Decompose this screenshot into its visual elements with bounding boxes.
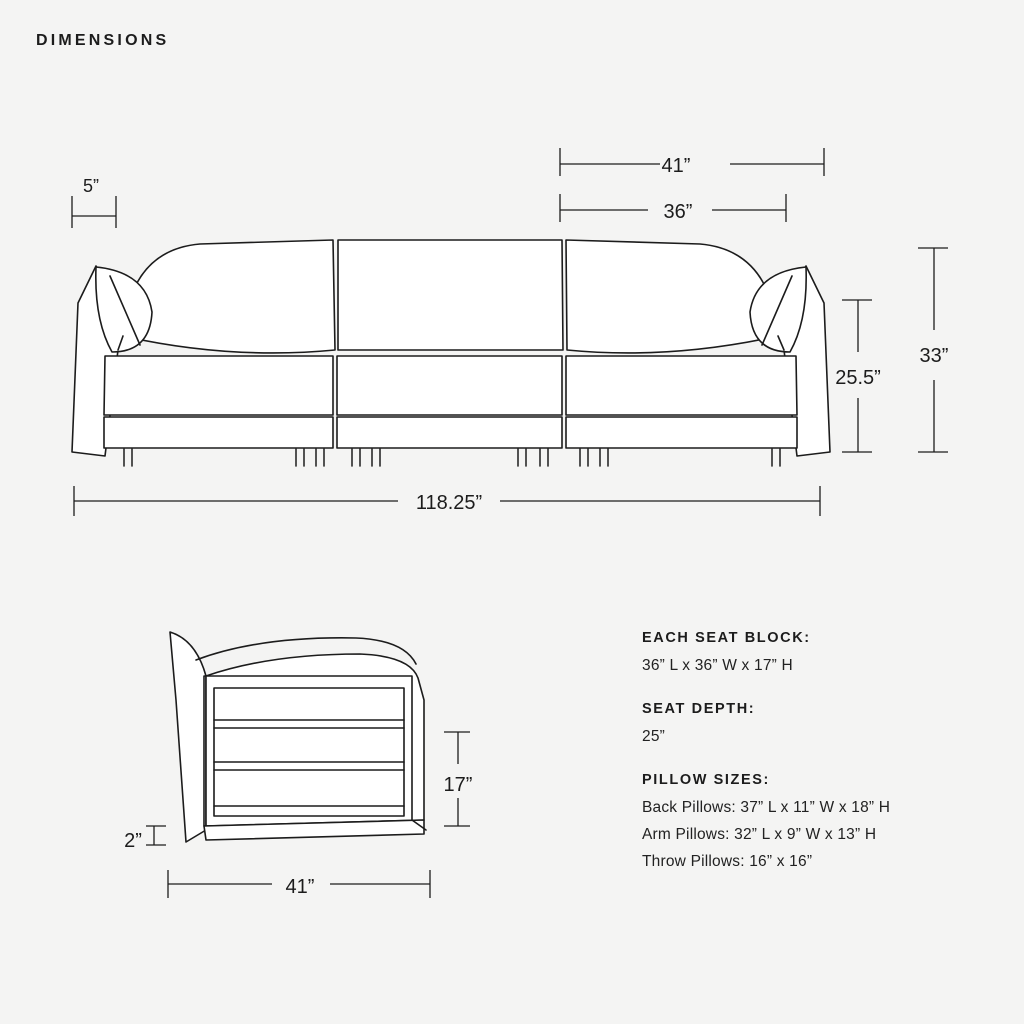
back-cushion-right (566, 240, 778, 353)
back-cushion-center (338, 240, 563, 350)
leg-2 (296, 449, 304, 466)
base-rail-left (104, 417, 333, 448)
leg-4 (352, 449, 360, 466)
leg-3 (316, 449, 324, 466)
spec-heading: EACH SEAT BLOCK: (642, 630, 811, 646)
front-view-group (72, 240, 830, 466)
label-arm-width: 5” (83, 176, 100, 196)
label-depth: 41” (285, 876, 315, 898)
seat-cushion-center (337, 356, 562, 415)
label-seat-height: 17” (443, 774, 473, 796)
spec-group-seat-block (642, 630, 992, 675)
label-overall-height: 33” (919, 345, 949, 367)
sofa-body-side (206, 654, 424, 826)
spec-group-pillow-sizes (642, 772, 992, 871)
spec-line: Arm Pillows: 32” L x 9” W x 13” H (642, 826, 877, 843)
leg-9 (600, 449, 608, 466)
back-cushion-left (123, 240, 335, 353)
spec-line: Back Pillows: 37” L x 11” W x 18” H (642, 799, 891, 816)
spec-line: 25” (642, 728, 666, 745)
leg-5 (372, 449, 380, 466)
leg-1 (124, 449, 132, 466)
spec-list (642, 630, 992, 897)
seat-cushion-left (104, 356, 333, 415)
label-leg-height: 2” (124, 830, 142, 852)
spec-line: Throw Pillows: 16” x 16” (642, 853, 813, 870)
spec-heading: SEAT DEPTH: (642, 701, 756, 717)
seat-cushion-right (566, 356, 797, 415)
side-view-group (170, 632, 426, 842)
leg-10 (772, 449, 780, 466)
spec-heading: PILLOW SIZES: (642, 772, 770, 788)
base-rail-center (337, 417, 562, 448)
label-back-height: 25.5” (835, 367, 881, 389)
spec-group-seat-depth (642, 701, 992, 746)
leg-8 (580, 449, 588, 466)
page-title: DIMENSIONS (36, 32, 170, 49)
label-overall-width: 118.25” (415, 492, 483, 514)
legs-group (124, 449, 780, 466)
leg-7 (540, 449, 548, 466)
back-pillow-side (170, 632, 206, 842)
leg-6 (518, 449, 526, 466)
label-seat-block-inner: 36” (663, 201, 693, 223)
base-rail-right (566, 417, 797, 448)
spec-line: 36” L x 36” W x 17” H (642, 657, 793, 674)
label-seat-block-outer: 41” (661, 155, 691, 177)
